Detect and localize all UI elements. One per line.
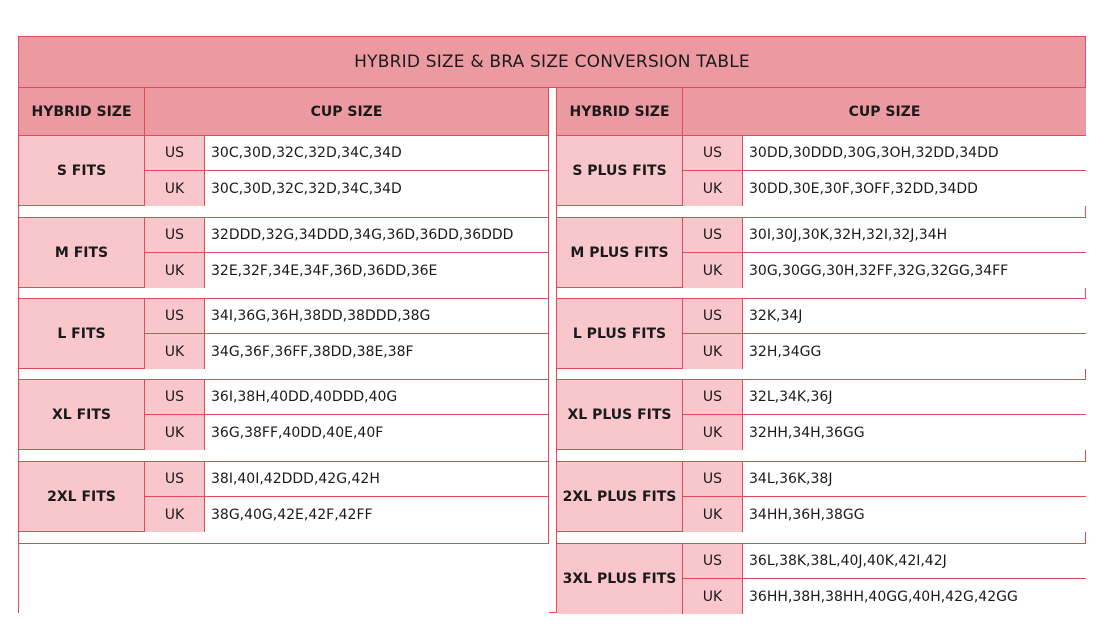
table-title: HYBRID SIZE & BRA SIZE CONVERSION TABLE: [19, 37, 1085, 88]
region-label: UK: [145, 497, 205, 532]
cup-sizes: 30C,30D,32C,32D,34C,34D: [205, 136, 548, 170]
size-group: [557, 298, 1086, 369]
uk-row: [683, 415, 1086, 450]
size-group: [557, 543, 1086, 614]
uk-row: [145, 415, 548, 450]
cup-sizes: 32H,34GG: [743, 334, 1086, 369]
us-row: [145, 136, 548, 171]
region-label: US: [683, 544, 743, 578]
cup-sizes: 32DDD,32G,34DDD,34G,36D,36DD,36DDD: [205, 218, 548, 252]
hybrid-size-header: HYBRID SIZE: [19, 88, 145, 136]
region-label: UK: [145, 415, 205, 450]
hybrid-size-label: XL FITS: [19, 380, 145, 449]
region-label: UK: [683, 415, 743, 450]
size-group: [19, 461, 548, 532]
region-label: US: [145, 380, 205, 414]
region-label: UK: [683, 334, 743, 369]
cup-sizes: 34I,36G,36H,38DD,38DDD,38G: [205, 299, 548, 333]
right-table: [556, 88, 1086, 613]
region-label: UK: [683, 253, 743, 288]
cup-sizes: 32K,34J: [743, 299, 1086, 333]
uk-row: [145, 171, 548, 206]
region-label: US: [683, 218, 743, 252]
uk-row: [683, 334, 1086, 369]
us-row: [683, 136, 1086, 171]
left-table: [19, 88, 549, 613]
us-row: [683, 380, 1086, 415]
us-row: [683, 544, 1086, 579]
size-group: [557, 217, 1086, 288]
region-label: UK: [145, 253, 205, 288]
hybrid-size-label: XL PLUS FITS: [557, 380, 683, 449]
uk-row: [145, 334, 548, 369]
us-row: [145, 299, 548, 334]
size-group: [19, 379, 548, 450]
hybrid-size-label: 2XL PLUS FITS: [557, 462, 683, 531]
uk-row: [683, 579, 1086, 614]
size-group: [19, 217, 548, 288]
cup-sizes: 36G,38FF,40DD,40E,40F: [205, 415, 548, 450]
region-label: US: [683, 299, 743, 333]
uk-row: [683, 171, 1086, 206]
hybrid-size-label: M PLUS FITS: [557, 218, 683, 287]
region-label: UK: [145, 171, 205, 206]
hybrid-size-header: HYBRID SIZE: [557, 88, 683, 136]
cup-sizes: 32HH,34H,36GG: [743, 415, 1086, 450]
cup-sizes: 36I,38H,40DD,40DDD,40G: [205, 380, 548, 414]
hybrid-size-label: 3XL PLUS FITS: [557, 544, 683, 614]
uk-row: [683, 253, 1086, 288]
region-label: US: [145, 136, 205, 170]
cup-sizes: 30DD,30DDD,30G,3OH,32DD,34DD: [743, 136, 1086, 170]
hybrid-size-label: S FITS: [19, 136, 145, 205]
cup-sizes: 30DD,30E,30F,3OFF,32DD,34DD: [743, 171, 1086, 206]
hybrid-size-label: S PLUS FITS: [557, 136, 683, 205]
cup-sizes: 30I,30J,30K,32H,32I,32J,34H: [743, 218, 1086, 252]
region-label: US: [683, 380, 743, 414]
cup-sizes: 36L,38K,38L,40J,40K,42I,42J: [743, 544, 1086, 578]
us-row: [145, 462, 548, 497]
cup-sizes: 32L,34K,36J: [743, 380, 1086, 414]
us-row: [683, 299, 1086, 334]
hybrid-size-label: L PLUS FITS: [557, 299, 683, 368]
region-label: US: [683, 462, 743, 496]
cup-size-header: CUP SIZE: [683, 88, 1086, 136]
cup-size-header: CUP SIZE: [145, 88, 548, 136]
uk-row: [683, 497, 1086, 532]
uk-row: [145, 253, 548, 288]
empty-cell: [19, 543, 549, 613]
cup-sizes: 30G,30GG,30H,32FF,32G,32GG,34FF: [743, 253, 1086, 288]
conversion-table: [18, 36, 1086, 613]
region-label: UK: [683, 171, 743, 206]
region-label: UK: [145, 334, 205, 369]
cup-sizes: 38I,40I,42DDD,42G,42H: [205, 462, 548, 496]
cup-sizes: 36HH,38H,38HH,40GG,40H,42G,42GG: [743, 579, 1086, 614]
size-group: [19, 135, 548, 206]
cup-sizes: 34L,36K,38J: [743, 462, 1086, 496]
hybrid-size-label: M FITS: [19, 218, 145, 287]
size-group: [557, 461, 1086, 532]
region-label: UK: [683, 579, 743, 614]
us-row: [683, 218, 1086, 253]
us-row: [683, 462, 1086, 497]
region-label: US: [683, 136, 743, 170]
size-group: [19, 298, 548, 369]
region-label: US: [145, 299, 205, 333]
region-label: US: [145, 218, 205, 252]
cup-sizes: 34HH,36H,38GG: [743, 497, 1086, 532]
cup-sizes: 32E,32F,34E,34F,36D,36DD,36E: [205, 253, 548, 288]
size-group: [557, 135, 1086, 206]
region-label: UK: [683, 497, 743, 532]
us-row: [145, 380, 548, 415]
cup-sizes: 38G,40G,42E,42F,42FF: [205, 497, 548, 532]
size-group: [557, 379, 1086, 450]
hybrid-size-label: L FITS: [19, 299, 145, 368]
uk-row: [145, 497, 548, 532]
us-row: [145, 218, 548, 253]
region-label: US: [145, 462, 205, 496]
cup-sizes: 34G,36F,36FF,38DD,38E,38F: [205, 334, 548, 369]
cup-sizes: 30C,30D,32C,32D,34C,34D: [205, 171, 548, 206]
hybrid-size-label: 2XL FITS: [19, 462, 145, 531]
